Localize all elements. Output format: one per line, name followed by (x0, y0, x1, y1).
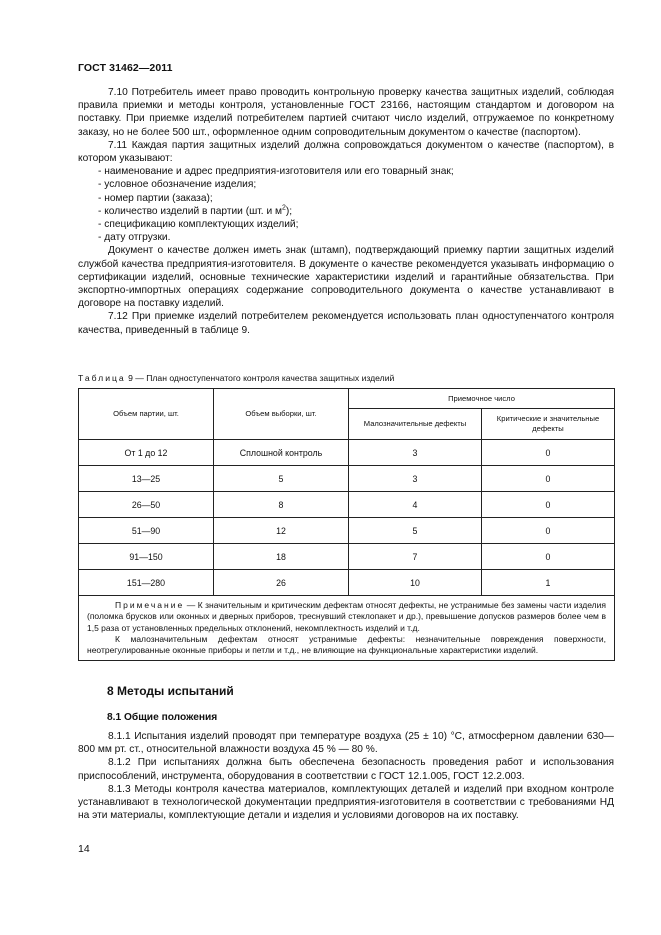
table-header-row (79, 389, 615, 409)
cell-sample: Сплошной контроль (214, 440, 349, 466)
standard-header: ГОСТ 31462—2011 (78, 62, 173, 74)
cell-sample: 8 (214, 492, 349, 518)
table-row (79, 518, 615, 544)
header-minor-defects: Малозначительные дефекты (349, 409, 482, 440)
table-note-row (79, 596, 615, 661)
subsection-title: 8.1 Общие положения (107, 712, 218, 723)
paragraph-8-1-2: 8.1.2 При испытаниях должна быть обеспечена безопасность проведения работ и использования приспособлений, инструмента, оборудования в соответствии с ГОСТ 12.1.005, ГОСТ 12.2.003. (78, 757, 614, 782)
paragraph-7-12: 7.12 При приемке изделий потребителем рекомендуется использовать план одноступенчатого контроля качества, приведенный в таблице 9. (78, 311, 614, 336)
paragraph-8-1-3: 8.1.3 Методы контроля качества материалов, комплектующих деталей и изделий при входном контроле устанавливают в технологической документации предприятия-изготовителя в соответствии с требованиями НД на эти материалы, комплектующие детали и изделия и условиями договоров на их поставку. (78, 783, 614, 822)
cell-critical: 0 (482, 492, 615, 518)
bottom-text-block (78, 730, 614, 822)
top-text-block (78, 86, 614, 337)
table-row (79, 440, 615, 466)
paragraph-8-1-1: 8.1.1 Испытания изделий проводят при температуре воздуха (25 ± 10) °С, атмосферном давлении 630—800 мм рт. ст., относительной влажности воздуха 45 % — 80 %. (78, 731, 614, 756)
cell-critical: 0 (482, 544, 615, 570)
note-paragraph (87, 600, 606, 634)
table-row (79, 492, 615, 518)
table-caption-word: Таблица (78, 373, 126, 383)
cell-lot: 151—280 (79, 570, 214, 596)
cell-lot: 13—25 (79, 466, 214, 492)
cell-minor: 10 (349, 570, 482, 596)
list-item: - дату отгрузки. (98, 232, 171, 244)
note-text: — К значительным и критическим дефектам относят дефекты, не устранимые без замены части изделия (поломка брусков или оконных и дверных приборов, треснувший стеклопакет и др.), превышение допусков размеров более чем в 1,5 раза от установленных предельных отклонений, некомплектность изделий и т.д. (87, 600, 606, 633)
table-caption (78, 373, 394, 383)
cell-sample: 5 (214, 466, 349, 492)
cell-critical: 0 (482, 518, 615, 544)
cell-critical: 1 (482, 570, 615, 596)
table-note (79, 596, 615, 661)
list-item-tail: ); (285, 205, 293, 217)
cell-minor: 7 (349, 544, 482, 570)
page-number: 14 (78, 843, 90, 855)
cell-lot: 26—50 (79, 492, 214, 518)
note-label: Примечание (115, 600, 185, 610)
list-item-quantity (78, 205, 614, 218)
cell-critical: 0 (482, 466, 615, 492)
table-caption-text: 9 — План одноступенчатого контроля качества защитных изделий (125, 373, 395, 383)
cell-lot: От 1 до 12 (79, 440, 214, 466)
cell-minor: 3 (349, 466, 482, 492)
header-lot-size: Объем партии, шт. (79, 389, 214, 440)
cell-minor: 5 (349, 518, 482, 544)
table-row (79, 570, 615, 596)
cell-sample: 26 (214, 570, 349, 596)
note-paragraph-minor: К малозначительным дефектам относят устранимые дефекты: незначительные повреждения поверхности, неотрегулированные оконные приборы и петли и т.д., не влияющие на функциональные характеристики изделий. (87, 633, 606, 656)
list-item: - наименование и адрес предприятия-изготовителя или его товарный знак; (98, 166, 454, 178)
list-item: - спецификацию комплектующих изделий; (98, 219, 299, 231)
paragraph-quality-document: Документ о качестве должен иметь знак (штамп), подтверждающий приемку партии защитных изделий службой качества предприятия-изготовителя. В документе о качестве рекомендуется указывать информацию о сертификации изделий, основные технические характеристики изделий и гарантийные обязательства. При экспортно-импортных операциях содержание сопроводительного документа о качестве устанавливают в договоре на поставку изделий. (78, 245, 614, 310)
header-sample-size: Объем выборки, шт. (214, 389, 349, 440)
cell-minor: 3 (349, 440, 482, 466)
paragraph-7-11: 7.11 Каждая партия защитных изделий должна сопровождаться документом о качестве (паспортом), в котором указывают: (78, 139, 614, 165)
list-item: - номер партии (заказа); (98, 192, 213, 204)
section-title: 8 Методы испытаний (107, 684, 234, 698)
table-row (79, 466, 615, 492)
table-9 (78, 388, 615, 661)
cell-lot: 91—150 (79, 544, 214, 570)
cell-sample: 18 (214, 544, 349, 570)
cell-critical: 0 (482, 440, 615, 466)
header-critical-defects: Критические и значительные дефекты (482, 409, 615, 440)
header-acceptance-number: Приемочное число (349, 389, 615, 409)
table-row (79, 544, 615, 570)
cell-lot: 51—90 (79, 518, 214, 544)
cell-sample: 12 (214, 518, 349, 544)
list-item: - условное обозначение изделия; (98, 179, 257, 191)
list-item-text: - количество изделий в партии (шт. и м (98, 205, 282, 217)
superscript: 2 (282, 204, 286, 212)
cell-minor: 4 (349, 492, 482, 518)
paragraph-7-10: 7.10 Потребитель имеет право проводить контрольную проверку качества защитных изделий, соблюдая правила приемки и методы контроля, установленные ГОСТ 23166, настоящим стандартом и договором на поставку. При приемке изделий потребителем партией считают число изделий, отгружаемое по конкретному заказу, но не более 500 шт., оформленное одним сопроводительным документом о качестве (паспортом). (78, 87, 614, 138)
